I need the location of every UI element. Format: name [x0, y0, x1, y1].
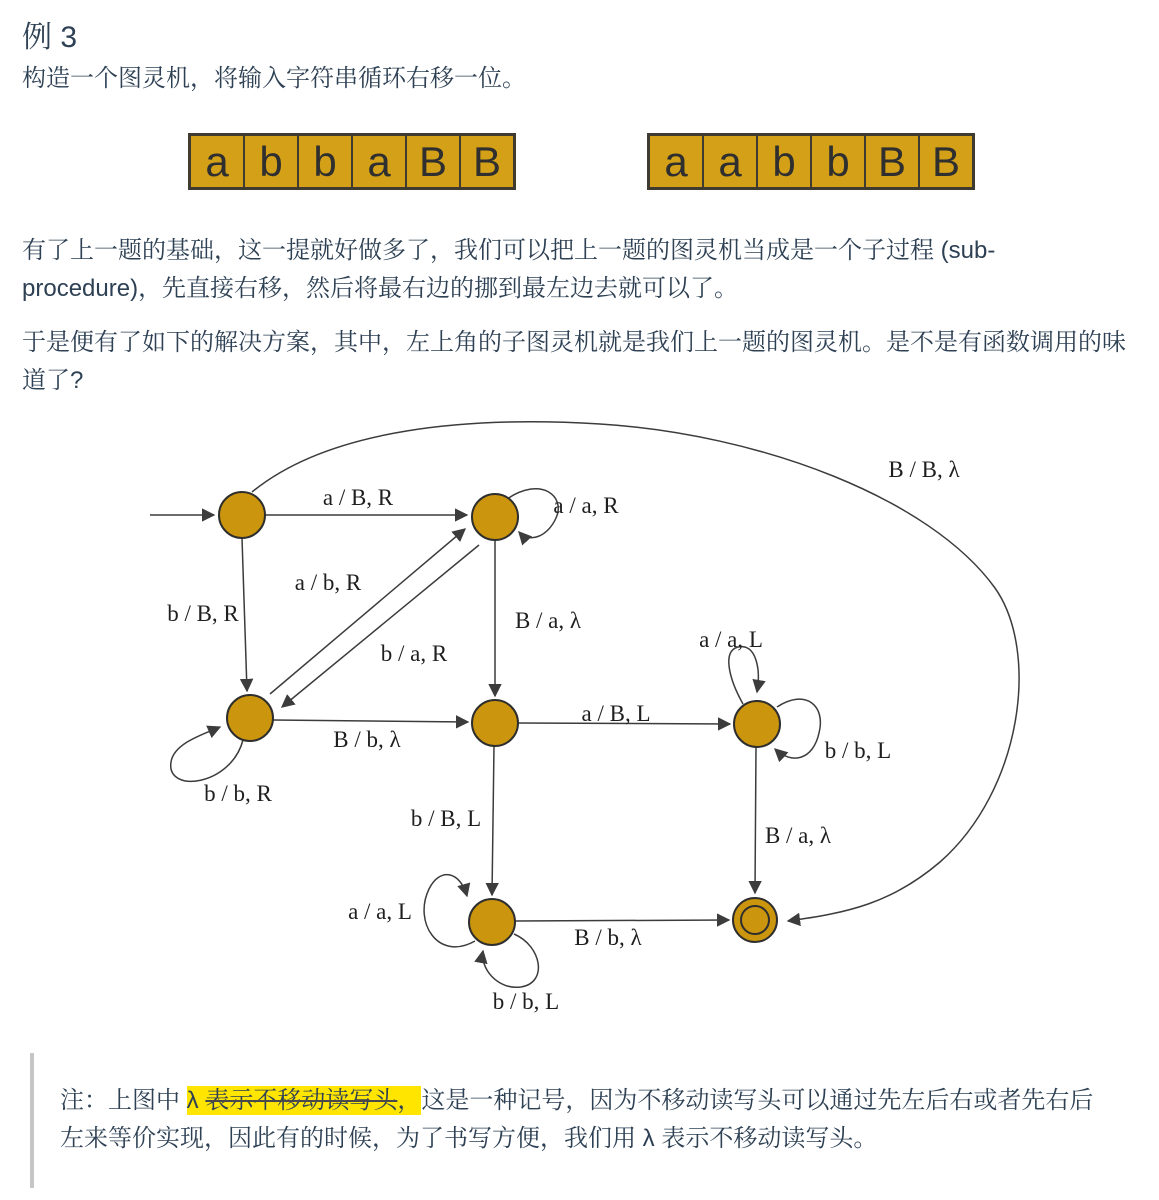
- tape-cell: a: [191, 136, 243, 187]
- edge-label: a / B, L: [581, 701, 651, 726]
- edge-label: b / b, R: [204, 781, 272, 806]
- state-q4: [734, 701, 780, 747]
- edge-label: B / a, λ: [764, 823, 832, 848]
- edge-q5-self-left: [424, 875, 475, 947]
- turing-machine-state-diagram: [0, 418, 1159, 1038]
- edge-q4-self-right: [775, 699, 820, 758]
- paragraph-solution-intro: 于是便有了如下的解决方案，其中，左上角的子图灵机就是我们上一题的图灵机。是不是有函数调用的味道了?: [22, 329, 1126, 394]
- note-highlight: [187, 1086, 422, 1115]
- edge-label: b / B, L: [410, 806, 482, 831]
- tape-before: [188, 133, 516, 190]
- edge-q3-q5: [492, 746, 494, 895]
- edge-q4-self-top: [729, 647, 758, 704]
- tape-cell: a: [351, 136, 405, 187]
- state-q3: [472, 700, 518, 746]
- tape-cell: B: [405, 136, 459, 187]
- edge-q2-self: [171, 727, 243, 781]
- tape-cell: B: [459, 136, 513, 187]
- tape-cell: B: [918, 136, 972, 187]
- paragraph-explanation: 有了上一题的基础，这一提就好做多了，我们可以把上一题的图灵机当成是一个子过程 (sub-procedure)，先直接右移，然后将最右边的挪到最左边去就可以了。: [22, 237, 996, 302]
- edge-label: b / b, L: [824, 738, 892, 763]
- edge-label: a / b, R: [294, 570, 362, 595]
- edge-label: b / B, R: [167, 601, 239, 626]
- edge-label: B / b, λ: [333, 727, 401, 752]
- edge-label: a / a, L: [348, 899, 412, 924]
- tape-cell: b: [297, 136, 351, 187]
- edge-label: b / b, L: [492, 989, 560, 1014]
- edge-q2-q1: [270, 529, 465, 694]
- tape-cell: b: [810, 136, 864, 187]
- tape-after: [647, 133, 975, 190]
- edge-label: B / B, λ: [888, 457, 960, 482]
- note-rest: 这是一种记号，因为不移动读写头可以通过先左后右或者先右后左来等价实现，因此有的时候，为了书写方便，我们用 λ 表示不移动读写头。: [60, 1087, 1094, 1152]
- edge-label: a / B, R: [322, 485, 394, 510]
- edge-q5-q6: [515, 920, 729, 921]
- edge-label: a / a, L: [699, 627, 763, 652]
- state-q6-final-outer: [733, 898, 777, 942]
- tape-cell: a: [702, 136, 756, 187]
- edge-q2-q3: [273, 720, 468, 722]
- tape-cell: b: [756, 136, 810, 187]
- edge-q0-q2: [242, 538, 247, 691]
- state-q2: [227, 695, 273, 741]
- edge-label: B / b, λ: [574, 925, 642, 950]
- edge-q4-q6: [755, 747, 756, 893]
- tape-cell: a: [650, 136, 702, 187]
- edge-label: B / a, λ: [514, 608, 582, 633]
- tape-cell: B: [864, 136, 918, 187]
- paragraph-problem: 构造一个图灵机，将输入字符串循环右移一位。: [22, 65, 526, 92]
- section-heading: 例 3: [22, 21, 78, 54]
- note-highlight-comma: ，: [397, 1087, 422, 1114]
- state-q1: [472, 494, 518, 540]
- note-blockquote: [30, 1053, 1104, 1188]
- note-struck-text: 表示不移动读写头: [205, 1087, 398, 1114]
- state-q5: [469, 899, 515, 945]
- note-prefix: 注：上图中: [60, 1087, 187, 1114]
- state-q0-start: [219, 492, 265, 538]
- tape-cell: b: [243, 136, 297, 187]
- note-lambda: λ: [186, 1087, 206, 1114]
- edge-label: a / a, R: [553, 493, 619, 518]
- edge-label: b / a, R: [380, 641, 448, 666]
